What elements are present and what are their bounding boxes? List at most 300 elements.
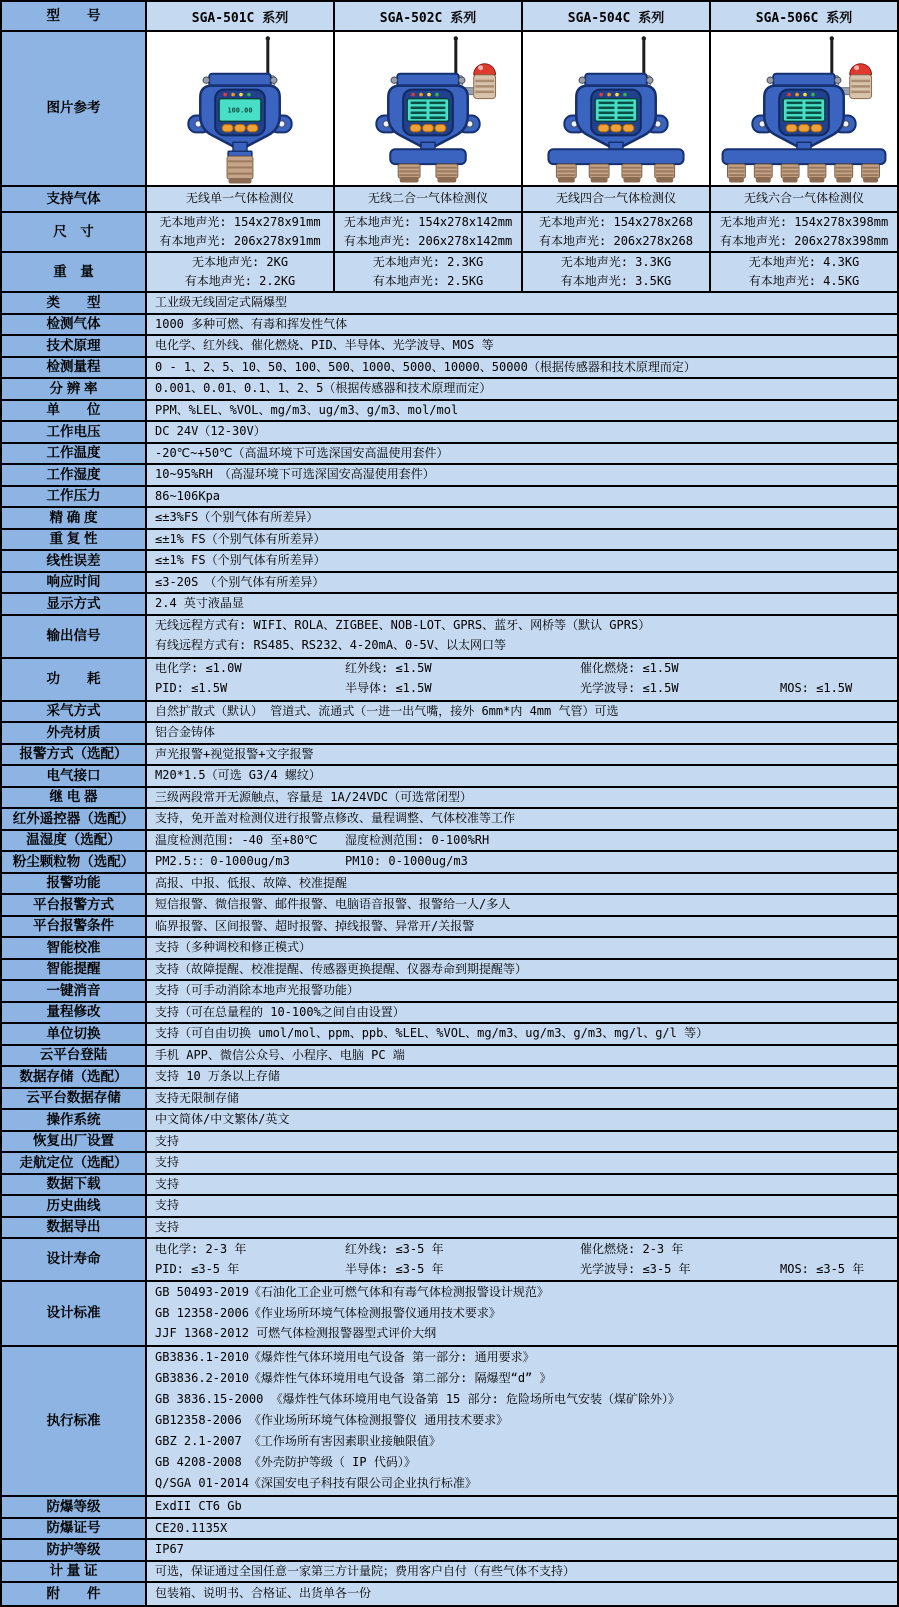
spec-row (2, 1519, 897, 1541)
spec-value-line (155, 379, 897, 399)
row-label: 云平台登陆 (2, 1046, 147, 1066)
spec-value-segment: -20℃~+50℃（高温环境下可选深国安高温使用套件） (155, 445, 449, 460)
row-label: 走航定位（选配） (2, 1153, 147, 1173)
row-label: 工作湿度 (2, 465, 147, 485)
row-label: 一键消音 (2, 981, 147, 1001)
row-label: 数据导出 (2, 1218, 147, 1238)
model-header: SGA-504C 系列 (523, 2, 711, 30)
model-value-line: 无本地声光: 4.3KG (748, 254, 860, 269)
row-label: 设计标准 (2, 1282, 147, 1345)
spec-value-line (155, 852, 897, 872)
spec-value-segment: 半导体: ≤3-5 年 (345, 1261, 444, 1276)
detector-image-SGA-501C (146, 33, 334, 185)
row-label: 功 耗 (2, 659, 147, 700)
spec-value-segment: ≤3-20S （个别气体有所差异） (155, 574, 325, 589)
spec-row (2, 1175, 897, 1197)
spec-row (2, 551, 897, 573)
row-label: 温湿度（选配） (2, 831, 147, 851)
row-label: 工作压力 (2, 487, 147, 507)
spec-value-line (155, 293, 897, 313)
model-value-line: 无本地声光: 154x278x142mm (343, 214, 513, 229)
spec-value-segment: MOS: ≤1.5W (780, 681, 853, 696)
spec-value-cell (147, 1089, 897, 1109)
spec-value-segment: 支持无限制存储 (155, 1090, 240, 1105)
model-value-line: 无本地声光: 154x278x398mm (719, 214, 889, 229)
detector-image-SGA-502C (334, 33, 522, 185)
spec-value-line (155, 1196, 897, 1216)
spec-value-segment: GB 4208-2008 《外壳防护等级（ IP 代码）》 (155, 1455, 416, 1469)
spec-value-cell (147, 788, 897, 808)
spec-value-segment: 支持，免开盖对检测仪进行报警点修改、量程调整、气体校准等工作 (155, 811, 516, 825)
spec-value-cell (147, 1046, 897, 1066)
spec-row (2, 766, 897, 788)
spec-row (2, 745, 897, 767)
model-value-line: 有本地声光: 2.2KG (184, 274, 296, 288)
image-row (2, 32, 897, 187)
spec-value-line (155, 1003, 897, 1023)
spec-value-segment: ≤±1% FS（个别气体有所差异） (155, 531, 326, 546)
spec-row (2, 1110, 897, 1132)
spec-value-segment: 光学波导: ≤1.5W (580, 681, 679, 696)
model-header: SGA-501C 系列 (147, 2, 335, 30)
spec-value-line (155, 1260, 897, 1280)
row-label: 数据下载 (2, 1175, 147, 1195)
spec-row (2, 1003, 897, 1025)
spec-value-segment: 0 - 1、2、5、10、50、100、500、1000、5000、10000、50000（根据传感器和技术原理而定） (155, 359, 696, 374)
spec-value-segment: PID: ≤3-5 年 (155, 1261, 240, 1276)
spec-row (2, 788, 897, 810)
spec-value-segment: 手机 APP、微信公众号、小程序、电脑 PC 端 (155, 1047, 405, 1062)
spec-value-cell (147, 745, 897, 765)
spec-value-segment: 支持 (155, 1155, 180, 1169)
spec-row (2, 874, 897, 896)
spec-value-line (155, 831, 897, 851)
row-label: 工作电压 (2, 422, 147, 442)
row-label: 附 件 (2, 1583, 147, 1605)
detector-image-SGA-506C (710, 33, 897, 185)
spec-value-cell (147, 1218, 897, 1238)
spec-value-segment: GBZ 2.1-2007 《工作场所有害因素职业接触限值》 (155, 1434, 441, 1448)
spec-value-line (155, 315, 897, 335)
spec-value-segment: 10~95%RH （高湿环境下可选深国安高湿使用套件） (155, 467, 435, 481)
model-value-line: 无本地声光: 3.3KG (560, 254, 672, 269)
spec-value-cell (147, 831, 897, 851)
spec-value-segment: 临界报警、区间报警、超时报警、掉线报警、异常开/关报警 (155, 918, 475, 933)
spec-value-cell (147, 422, 897, 442)
spec-value-segment: GB3836.2-2010《爆炸性气体环境用电气设备 第二部分: 隔爆型“d” 》 (155, 1371, 552, 1385)
model-header: SGA-506C 系列 (711, 2, 897, 30)
spec-value-cell (147, 766, 897, 786)
spec-row (2, 1239, 897, 1282)
spec-value-line (155, 530, 897, 550)
spec-value-segment: 86~106Kpa (155, 488, 221, 503)
spec-value-line (155, 1324, 897, 1344)
model-value-cell (335, 213, 523, 251)
spec-value-cell (147, 358, 897, 378)
header-row (2, 2, 897, 32)
row-label: 操作系统 (2, 1110, 147, 1130)
spec-value-cell (147, 444, 897, 464)
row-label: 报警功能 (2, 874, 147, 894)
product-image-cell (711, 32, 897, 185)
spec-value-cell (147, 379, 897, 399)
spec-value-cell (147, 336, 897, 356)
row-label: 检测量程 (2, 358, 147, 378)
model-value-cell (335, 187, 523, 211)
spec-value-line (155, 1046, 897, 1066)
spec-value-line (155, 1432, 897, 1452)
spec-value-cell (147, 1583, 897, 1605)
row-label: 云平台数据存储 (2, 1089, 147, 1109)
spec-value-segment: 支持（可手动消除本地声光报警功能） (155, 983, 360, 997)
spec-value-cell (147, 594, 897, 614)
spec-value-segment: 支持 (155, 1176, 180, 1191)
spec-value-segment: 支持（可自由切换 umol/mol、ppm、ppb、%LEL、%VOL、mg/m3、ug/m3、g/m3、mg/l、g/l 等） (155, 1026, 709, 1040)
spec-value-segment: 半导体: ≤1.5W (345, 681, 432, 696)
spec-value-cell (147, 917, 897, 937)
row-label: 量程修改 (2, 1003, 147, 1023)
spec-value-cell (147, 1497, 897, 1517)
spec-value-cell (147, 616, 897, 657)
spec-value-line (155, 659, 897, 679)
spec-value-line (155, 702, 897, 722)
model-value-line: 无本地声光: 2.3KG (372, 254, 484, 269)
spec-value-line (155, 1218, 897, 1238)
row-label: 智能提醒 (2, 960, 147, 980)
spec-value-cell (147, 1003, 897, 1023)
row-label: 技术原理 (2, 336, 147, 356)
spec-value-line (155, 444, 897, 464)
spec-value-cell (147, 895, 897, 915)
spec-row (2, 379, 897, 401)
spec-value-line (155, 487, 897, 507)
spec-value-line (155, 1474, 897, 1494)
spec-value-line (155, 874, 897, 894)
spec-value-cell (147, 551, 897, 571)
spec-value-line (155, 1584, 897, 1604)
spec-value-line (155, 723, 897, 743)
spec-value-segment: 中文简体/中文繁体/英文 (155, 1112, 290, 1126)
model-value-line: 有本地声光: 206x278x268 (539, 234, 693, 248)
row-label: 平台报警条件 (2, 917, 147, 937)
model-header: SGA-502C 系列 (335, 2, 523, 30)
spec-value-line (155, 401, 897, 421)
row-label: 智能校准 (2, 938, 147, 958)
model-value-line: 有本地声光: 3.5KG (560, 274, 672, 288)
spec-value-segment: ExdII CT6 Gb (155, 1499, 242, 1513)
row-label: 数据存储（选配） (2, 1067, 147, 1087)
row-label: 历史曲线 (2, 1196, 147, 1216)
model-value-cell (711, 187, 897, 211)
spec-row (2, 508, 897, 530)
model-value-cell (523, 253, 711, 291)
row-label: 线性误差 (2, 551, 147, 571)
spec-value-segment: 声光报警+视觉报警+文字报警 (155, 746, 314, 761)
spec-value-cell (147, 293, 897, 313)
spec-value-cell (147, 465, 897, 485)
spec-value-segment: 催化燃烧: ≤1.5W (580, 661, 679, 676)
spec-value-line (155, 938, 897, 958)
row-label: 防爆等级 (2, 1497, 147, 1517)
spec-value-line (155, 1562, 897, 1582)
row-label: 采气方式 (2, 702, 147, 722)
spec-value-line (155, 1497, 897, 1517)
spec-value-line (155, 616, 897, 636)
spec-value-line (155, 1304, 897, 1324)
spec-row (2, 616, 897, 659)
spec-row (2, 573, 897, 595)
spec-value-segment: PPM、%LEL、%VOL、mg/m3、ug/m3、g/m3、mol/mol (155, 402, 459, 417)
row-label: 支持气体 (2, 187, 147, 211)
spec-value-cell (147, 874, 897, 894)
spec-value-segment: IP67 (155, 1542, 184, 1556)
spec-value-segment: 红外线: ≤1.5W (345, 661, 432, 676)
spec-row (2, 1067, 897, 1089)
spec-value-cell (147, 1175, 897, 1195)
spec-value-segment: 0.001、0.01、0.1、1、2、5（根据传感器和技术原理而定） (155, 381, 492, 395)
spec-value-cell (147, 1239, 897, 1280)
row-label: 型 号 (2, 2, 147, 30)
spec-value-cell (147, 723, 897, 743)
spec-row (2, 1024, 897, 1046)
spec-value-segment: 光学波导: ≤3-5 年 (580, 1261, 691, 1276)
spec-value-cell (147, 852, 897, 872)
model-value-line: 有本地声光: 2.5KG (372, 274, 484, 288)
spec-value-cell (147, 487, 897, 507)
spec-value-segment: 电化学: 2-3 年 (155, 1241, 247, 1256)
spec-value-cell (147, 1067, 897, 1087)
spec-value-cell (147, 1196, 897, 1216)
row-label: 外壳材质 (2, 723, 147, 743)
row-label: 显示方式 (2, 594, 147, 614)
row-label: 设计寿命 (2, 1239, 147, 1280)
spec-value-line (155, 745, 897, 765)
spec-row (2, 1132, 897, 1154)
spec-row (2, 1497, 897, 1519)
row-label: 防护等级 (2, 1540, 147, 1560)
spec-value-line (155, 1240, 897, 1260)
spec-value-segment: 支持（故障提醒、校准提醒、传感器更换提醒、仪器寿命到期提醒等） (155, 961, 528, 976)
spec-row (2, 1218, 897, 1240)
spec-row (2, 336, 897, 358)
model-value-cell (147, 187, 335, 211)
spec-row (2, 723, 897, 745)
spec-value-cell (147, 1519, 897, 1539)
spec-value-line (155, 1453, 897, 1473)
spec-value-segment: 电化学、红外线、催化燃烧、PID、半导体、光学波导、MOS 等 (155, 338, 494, 352)
row-label: 类 型 (2, 293, 147, 313)
spec-value-line (155, 1024, 897, 1044)
spec-value-segment: GB3836.1-2010《爆炸性气体环境用电气设备 第一部分: 通用要求》 (155, 1350, 535, 1364)
spec-value-segment: 铝合金铸体 (155, 725, 216, 739)
row-label: 尺 寸 (2, 213, 147, 251)
spec-row (2, 487, 897, 509)
spec-row (2, 702, 897, 724)
spec-value-segment: 支持 (155, 1198, 180, 1212)
spec-value-line (155, 1067, 897, 1087)
model-value-cell (523, 213, 711, 251)
spec-value-line (155, 573, 897, 593)
model-value-line: 无本地声光: 154x278x268 (539, 214, 693, 229)
spec-row (2, 530, 897, 552)
row-label: 继 电 器 (2, 788, 147, 808)
model-value-line: 无线单一气体检测仪 (185, 191, 294, 206)
spec-value-line (155, 1411, 897, 1431)
spec-value-cell (147, 401, 897, 421)
spec-value-line (155, 679, 897, 699)
spec-value-cell (147, 573, 897, 593)
row-label: 防爆证号 (2, 1519, 147, 1539)
spec-value-line (155, 1132, 897, 1152)
model-value-line: 有本地声光: 206x278x398mm (719, 234, 889, 248)
spec-row (2, 465, 897, 487)
row-label: 计 量 证 (2, 1562, 147, 1582)
spec-row (2, 852, 897, 874)
row-label: 图片参考 (2, 32, 147, 185)
model-row (2, 187, 897, 213)
spec-value-line (155, 1369, 897, 1389)
spec-value-segment: 电化学: ≤1.0W (155, 661, 242, 676)
model-value-cell (335, 253, 523, 291)
spec-value-segment: GB 3836.15-2000 《爆炸性气体环境用电气设备第 15 部分: 危险场所电气安装（煤矿除外）》 (155, 1392, 680, 1406)
spec-value-cell (147, 508, 897, 528)
row-label: 工作温度 (2, 444, 147, 464)
spec-value-line (155, 895, 897, 915)
row-label: 平台报警方式 (2, 895, 147, 915)
spec-row (2, 594, 897, 616)
model-value-line: 有本地声光: 4.5KG (748, 274, 860, 288)
spec-value-cell (147, 659, 897, 700)
spec-value-segment: 支持 10 万条以上存储 (155, 1069, 280, 1083)
spec-value-segment: MOS: ≤3-5 年 (780, 1261, 865, 1276)
spec-value-cell (147, 1132, 897, 1152)
spec-value-segment: 支持 (155, 1219, 180, 1234)
spec-row (2, 1562, 897, 1584)
row-label: 单 位 (2, 401, 147, 421)
spec-row (2, 422, 897, 444)
row-label: 执行标准 (2, 1347, 147, 1496)
spec-value-line (155, 594, 897, 614)
model-row (2, 213, 897, 253)
spec-row (2, 659, 897, 702)
row-label: 报警方式（选配） (2, 745, 147, 765)
spec-value-segment: 催化燃烧: 2-3 年 (580, 1241, 684, 1256)
model-value-cell (147, 253, 335, 291)
spec-row (2, 917, 897, 939)
spec-value-cell (147, 1540, 897, 1560)
model-value-cell (147, 213, 335, 251)
spec-value-segment: 可选，保证通过全国任意一家第三方计量院；费用客户自付（有些气体不支持） (155, 1563, 576, 1578)
spec-value-cell (147, 960, 897, 980)
row-label: 红外遥控器（选配） (2, 809, 147, 829)
model-value-line: 有本地声光: 206x278x91mm (159, 234, 321, 248)
spec-value-segment: 有线远程方式有: RS485、RS232、4-20mA、0-5V、以太网口等 (155, 638, 506, 653)
spec-row (2, 1046, 897, 1068)
spec-value-line (155, 551, 897, 571)
spec-value-segment: 支持 (155, 1133, 180, 1148)
model-value-cell (523, 187, 711, 211)
row-label: 恢复出厂设置 (2, 1132, 147, 1152)
row-label: 响应时间 (2, 573, 147, 593)
spec-value-segment: PID: ≤1.5W (155, 681, 228, 696)
spec-value-line (155, 766, 897, 786)
spec-value-line (155, 422, 897, 442)
row-label: 分 辨 率 (2, 379, 147, 399)
spec-row (2, 1089, 897, 1111)
spec-value-line (155, 336, 897, 356)
row-label: 输出信号 (2, 616, 147, 657)
row-label: 单位切换 (2, 1024, 147, 1044)
model-value-cell (711, 253, 897, 291)
model-value-line: 无本地声光: 2KG (191, 254, 289, 269)
spec-value-line (155, 508, 897, 528)
spec-value-line (155, 636, 897, 656)
spec-value-segment: 包装箱、说明书、合格证、出货单各一份 (155, 1586, 372, 1600)
model-value-cell (711, 213, 897, 251)
spec-value-segment: 高报、中报、低报、故障、校准提醒 (155, 875, 348, 890)
model-row (2, 253, 897, 293)
spec-value-cell (147, 1562, 897, 1582)
product-image-cell (147, 32, 335, 185)
spec-value-segment: ≤±1% FS（个别气体有所差异） (155, 553, 326, 567)
spec-value-segment: 2.4 英寸液晶显 (155, 596, 244, 610)
spec-value-segment: 湿度检测范围: 0-100%RH (345, 832, 490, 847)
spec-value-segment: 1000 多种可燃、有毒和挥发性气体 (155, 316, 348, 331)
spec-value-segment: 温度检测范围: -40 至+80℃ (155, 832, 318, 847)
spec-value-cell (147, 938, 897, 958)
spec-value-line (155, 1519, 897, 1539)
spec-value-segment: CE20.1135X (155, 1520, 228, 1535)
spec-value-segment: JJF 1368-2012 可燃气体检测报警器型式评价大纲 (155, 1326, 437, 1340)
spec-value-line (155, 1153, 897, 1173)
row-label: 重 复 性 (2, 530, 147, 550)
spec-row (2, 1583, 897, 1605)
spec-row (2, 444, 897, 466)
spec-value-cell (147, 315, 897, 335)
spec-value-line (155, 1390, 897, 1410)
spec-value-cell (147, 809, 897, 829)
spec-value-line (155, 1175, 897, 1195)
model-value-line: 无线四合一气体检测仪 (555, 191, 676, 206)
row-label: 精 确 度 (2, 508, 147, 528)
spec-value-cell (147, 1024, 897, 1044)
spec-row (2, 358, 897, 380)
row-label: 重 量 (2, 253, 147, 291)
row-label: 粉尘颗粒物（选配） (2, 852, 147, 872)
model-value-line: 无本地声光: 154x278x91mm (159, 214, 321, 229)
spec-row (2, 315, 897, 337)
spec-value-line (155, 1283, 897, 1303)
detector-image-SGA-504C (522, 33, 710, 185)
spec-value-line (155, 1089, 897, 1109)
spec-row (2, 895, 897, 917)
spec-value-line (155, 1348, 897, 1368)
spec-row (2, 401, 897, 423)
spec-value-segment: 三级两段常开无源触点，容量是 1A/24VDC（可选常闭型） (155, 789, 473, 804)
spec-value-segment: GB 50493-2019《石油化工企业可燃气体和有毒气体检测报警设计规范》 (155, 1285, 549, 1299)
spec-value-cell (147, 1282, 897, 1345)
model-value-line: 无线二合一气体检测仪 (367, 191, 488, 206)
spec-value-cell (147, 1153, 897, 1173)
spec-value-line (155, 1540, 897, 1560)
spec-row (2, 809, 897, 831)
spec-value-segment: GB12358-2006 《作业场所环境气体检测报警仪 通用技术要求》 (155, 1413, 509, 1427)
spec-row (2, 938, 897, 960)
spec-value-segment: 无线远程方式有: WIFI、ROLA、ZIGBEE、NOB-LOT、GPRS、蓝牙、网桥等（默认 GPRS） (155, 618, 651, 633)
spec-value-segment: PM2.5:：0-1000ug/m3 (155, 854, 290, 868)
spec-value-segment: 红外线: ≤3-5 年 (345, 1241, 444, 1256)
product-image-cell (335, 32, 523, 185)
